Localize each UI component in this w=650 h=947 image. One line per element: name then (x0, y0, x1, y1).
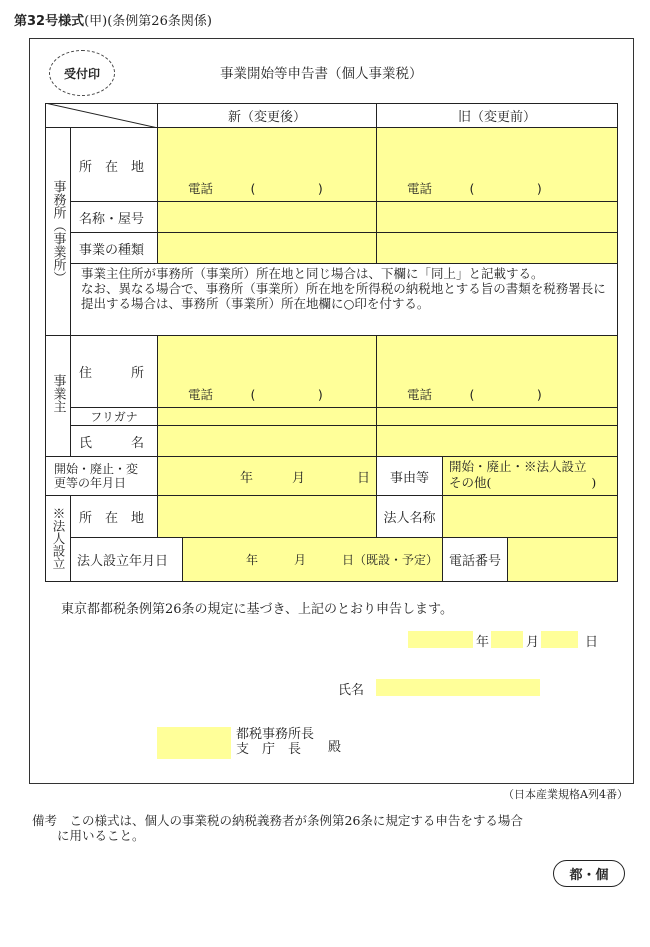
office-name-new-field[interactable] (157, 201, 377, 233)
header-new: 新（変更後） (157, 103, 377, 128)
signer-name-label: 氏名 (338, 683, 365, 698)
corp-phone-label: 電話番号 (442, 537, 508, 582)
change-date-field[interactable]: 年 月 日 (157, 456, 377, 496)
phone-label: 電話 ( ) (407, 181, 542, 196)
diagonal-line (45, 103, 158, 128)
owner-address-old-field[interactable] (376, 335, 618, 408)
signer-name-field[interactable] (376, 679, 540, 696)
owner-address-new-field[interactable] (157, 335, 377, 408)
furigana-old-field[interactable] (376, 407, 618, 426)
business-type-old-field[interactable] (376, 232, 618, 264)
header-old: 旧（変更前） (376, 103, 618, 128)
form-subtitle: (甲)(条例第26条関係) (84, 14, 212, 29)
business-type-label: 事業の種類 (70, 232, 158, 264)
form-number: 第32号様式(甲)(条例第26条関係) (14, 14, 212, 29)
corp-location-field[interactable] (157, 495, 377, 538)
note-line-1: 事業主住所が事務所（事業所）所在地と同じ場合は、下欄に「同上」と記載する。 (81, 266, 544, 281)
corp-location-label: 所 在 地 (70, 495, 158, 538)
office-head-label: 都税事務所長 (236, 727, 315, 742)
note-line-2: なお、異なる場合で、事務所（事業所）所在地を所得税の納税地とする旨の書類を税務署長に提出する場合は、事務所（事業所）所在地欄に○印を付する。 (81, 281, 606, 311)
category-badge: 都・個 (553, 860, 625, 887)
branch-head-label: 支 庁 長 (236, 742, 302, 757)
form-title: 事業開始等申告書（個人事業税） (220, 66, 423, 82)
corp-date-label: 法人設立年月日 (70, 537, 183, 582)
phone-label: 電話 ( ) (407, 387, 542, 402)
owner-address-label: 住 所 (70, 335, 158, 408)
declaration-statement: 東京都都税条例第26条の規定に基づき、上記のとおり申告します。 (61, 602, 453, 617)
paper-size-note: （日本産業規格A列4番） (503, 788, 628, 801)
business-type-new-field[interactable] (157, 232, 377, 264)
corp-section-label: ※法人設立 (45, 495, 71, 582)
month-label: 月 (526, 635, 540, 650)
year-label: 年 (476, 635, 490, 650)
remark (32, 813, 612, 843)
declaration-month-field[interactable] (491, 631, 523, 648)
corp-phone-field[interactable] (507, 537, 618, 582)
office-name-label: 名称・屋号 (70, 201, 158, 233)
office-note (70, 263, 618, 336)
declaration-day-field[interactable] (541, 631, 578, 648)
reception-stamp: 受付印 (49, 50, 115, 96)
remark-line-2: に用いること。 (32, 828, 145, 843)
corner-cell (45, 103, 158, 128)
furigana-label: フリガナ (70, 407, 158, 426)
owner-name-new-field[interactable] (157, 425, 377, 457)
office-location-old-field[interactable] (376, 127, 618, 202)
reason-options: 開始・廃止・※法人設立 (449, 459, 587, 474)
remark-line-1: 備考 この様式は、個人の事業税の納税義務者が条例第26条に規定する申告をする場合 (32, 813, 523, 828)
honorific: 殿 (328, 740, 342, 755)
office-name-old-field[interactable] (376, 201, 618, 233)
addressee-block (236, 727, 314, 757)
reason-label: 事由等 (376, 456, 443, 496)
phone-label: 電話 ( ) (188, 387, 323, 402)
change-date-label: 開始・廃止・変更等の年月日 (45, 456, 158, 496)
corp-name-label: 法人名称 (376, 495, 443, 538)
day-label: 日 (585, 635, 599, 650)
furigana-new-field[interactable] (157, 407, 377, 426)
office-section-label: 事務所（事業所） (45, 127, 71, 336)
owner-name-label: 氏 名 (70, 425, 158, 457)
reason-other: その他( ) (449, 475, 597, 490)
reason-field[interactable] (442, 456, 618, 496)
tax-office-field[interactable] (157, 727, 231, 759)
corp-name-field[interactable] (442, 495, 618, 538)
owner-section-label: 事業主 (45, 335, 71, 457)
corp-date-field[interactable]: 年 月 日（既設・予定） (182, 537, 443, 582)
office-location-new-field[interactable] (157, 127, 377, 202)
phone-label: 電話 ( ) (188, 181, 323, 196)
declaration-year-field[interactable] (408, 631, 473, 648)
office-location-label: 所 在 地 (70, 127, 158, 202)
owner-name-old-field[interactable] (376, 425, 618, 457)
